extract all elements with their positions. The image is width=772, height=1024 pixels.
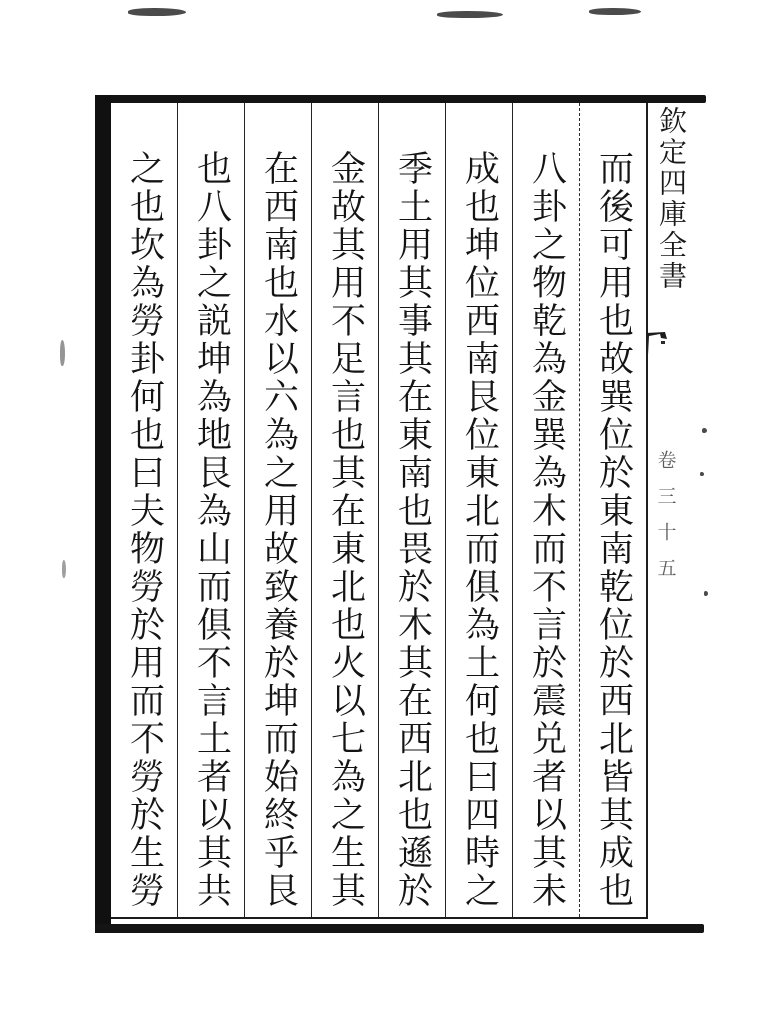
column-text: 之也坎為勞卦何也曰夫物勞於用而不勞於生勞 xyxy=(124,150,165,910)
column-text: 在西南也水以六為之用故致養於坤而始終乎艮 xyxy=(258,150,299,910)
text-column-5 xyxy=(311,103,378,917)
series-title-text: 欽定四庫全書 xyxy=(655,106,688,292)
column-text: 金故其用不足言也其在東北也火以七為之生其 xyxy=(325,150,366,910)
scan-speck xyxy=(704,591,708,596)
scan-speck xyxy=(702,428,707,433)
scan-speck xyxy=(60,340,65,366)
text-column-2 xyxy=(512,103,579,917)
volume-label xyxy=(651,450,679,620)
volume-label-text: 卷三十五 xyxy=(654,450,677,594)
scan-speck xyxy=(700,472,704,476)
column-text: 成也坤位西南艮位東北而俱為土何也曰四時之 xyxy=(459,150,500,910)
frame-left-border xyxy=(95,95,111,933)
text-column-6 xyxy=(244,103,311,917)
scan-speck xyxy=(62,560,66,578)
column-text: 也八卦之説坤為地艮為山而俱不言土者以其共 xyxy=(191,150,232,910)
series-title xyxy=(653,106,689,336)
text-column-7 xyxy=(177,103,244,917)
column-text: 而後可用也故巽位於東南乾位於西北皆其成也 xyxy=(593,150,634,910)
text-column-3 xyxy=(445,103,512,917)
column-text: 八卦之物乾為金巽為木而不言於震兑者以其未 xyxy=(526,150,567,910)
frame-bottom-inner-line xyxy=(111,917,648,919)
text-column-4 xyxy=(378,103,445,917)
column-text: 季土用其事其在東南也畏於木其在西北也遜於 xyxy=(392,150,433,910)
scan-speck xyxy=(128,8,186,16)
text-grid xyxy=(111,103,648,917)
scan-speck xyxy=(589,8,641,15)
frame-bottom-border xyxy=(95,924,704,933)
text-column-8 xyxy=(111,103,177,917)
scan-speck xyxy=(437,11,503,18)
seal-smudge-icon xyxy=(645,331,669,357)
text-column-1 xyxy=(579,103,646,917)
seal-smudge-mark xyxy=(645,331,669,357)
frame-top-border xyxy=(95,95,706,103)
